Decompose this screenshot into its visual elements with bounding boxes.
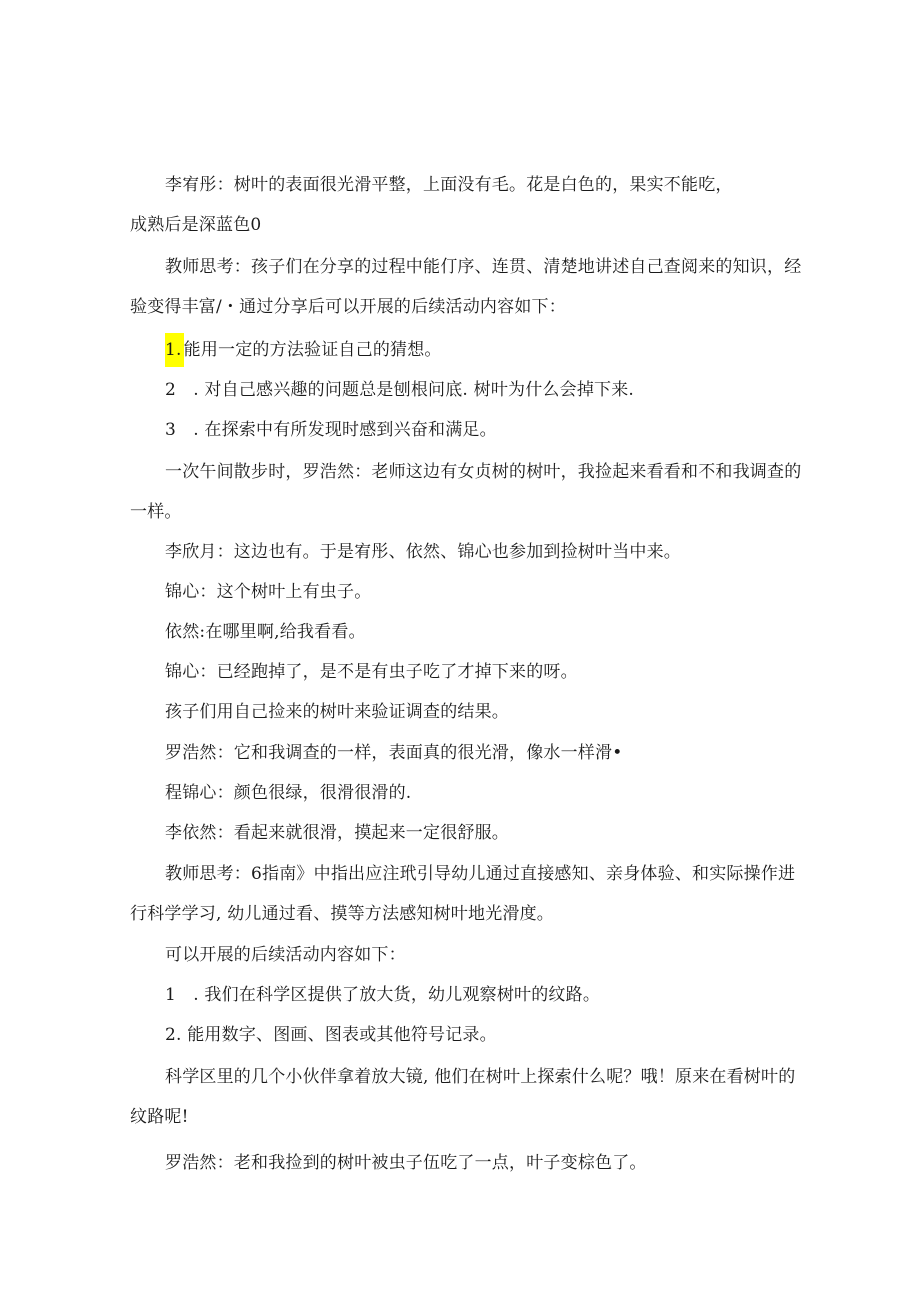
list-item-1-text: 能用一定的方法验证自己的猜想。 <box>183 340 442 360</box>
paragraph-magnifier-cont: 纹路呢! <box>130 1107 189 1127</box>
paragraph-luo-haoran-1: 罗浩然：它和我调查的一样，表面真的很光滑，像水一样滑• <box>165 743 623 763</box>
paragraph-walk-cont: 一样。 <box>130 502 182 522</box>
list-item-2: 2 . 对自己感兴趣的问题总是刨根问底. 树叶为什么会掉下来. <box>165 380 635 400</box>
paragraph-cheng-jinxin: 程锦心：颜色很绿，很滑很滑的. <box>165 783 412 803</box>
paragraph-li-yiran: 李依然：看起来就很滑，摸起来一定很舒服。 <box>165 823 509 843</box>
paragraph-1: 李宥彤：树叶的表面很光滑平整，上面没有毛。花是白色的，果实不能吃， <box>165 175 733 195</box>
paragraph-1-cont: 成熟后是深蓝色0 <box>130 215 262 235</box>
paragraph-jinxin-1: 锦心：这个树叶上有虫子。 <box>165 582 372 602</box>
list-item-3: 3 . 在探索中有所发现时感到兴奋和满足。 <box>165 420 497 440</box>
list-item-1 <box>165 339 442 367</box>
paragraph-teacher-thought-1: 教师思考：孩子们在分享的过程中能仃序、连贯、清楚地讲述自己查阅来的知识，经 <box>165 257 802 277</box>
paragraph-teacher-thought-2: 教师思考：6指南》中指出应注玳引导幼儿通过直接感知、亲身体验、和实际操作进 <box>165 864 796 884</box>
paragraph-walk: 一次午间散步时，罗浩然：老师这边有女贞树的树叶，我捡起来看看和不和我调查的 <box>165 462 802 482</box>
paragraph-jinxin-2: 锦心：已经跑掉了，是不是有虫子吃了才掉下来的呀。 <box>165 662 578 682</box>
paragraph-teacher-thought-2-cont: 行科学学习, 幼儿通过看、摸等方法感知树叶地光滑度。 <box>130 904 555 924</box>
paragraph-luo-haoran-2: 罗浩然：老和我捡到的树叶被虫子伍吃了一点，叶子变棕色了。 <box>165 1153 647 1173</box>
paragraph-teacher-thought-1-cont: 验变得丰富/・通过分享后可以开展的后续活动内容如下： <box>130 297 566 317</box>
list-item-followup-1: 1 . 我们在科学区提供了放大货，幼儿观察树叶的纹路。 <box>165 985 601 1005</box>
paragraph-followup: 可以开展的后续活动内容如下： <box>165 945 406 965</box>
paragraph-verify: 孩子们用自己捡来的树叶来验证调查的结果。 <box>165 702 509 722</box>
paragraph-yiran: 依然:在哪里啊,给我看看。 <box>165 622 366 642</box>
list-item-followup-2: 2. 能用数字、图画、图表或其他符号记录。 <box>165 1025 497 1045</box>
paragraph-magnifier: 科学区里的几个小伙伴拿着放大镜, 他们在树叶上探索什么呢？哦！原来在看树叶的 <box>165 1067 796 1087</box>
paragraph-li-xinyue: 李欣月：这边也有。于是宥彤、依然、锦心也参加到捡树叶当中来。 <box>165 542 681 562</box>
list-item-1-number: 1. <box>165 333 184 367</box>
